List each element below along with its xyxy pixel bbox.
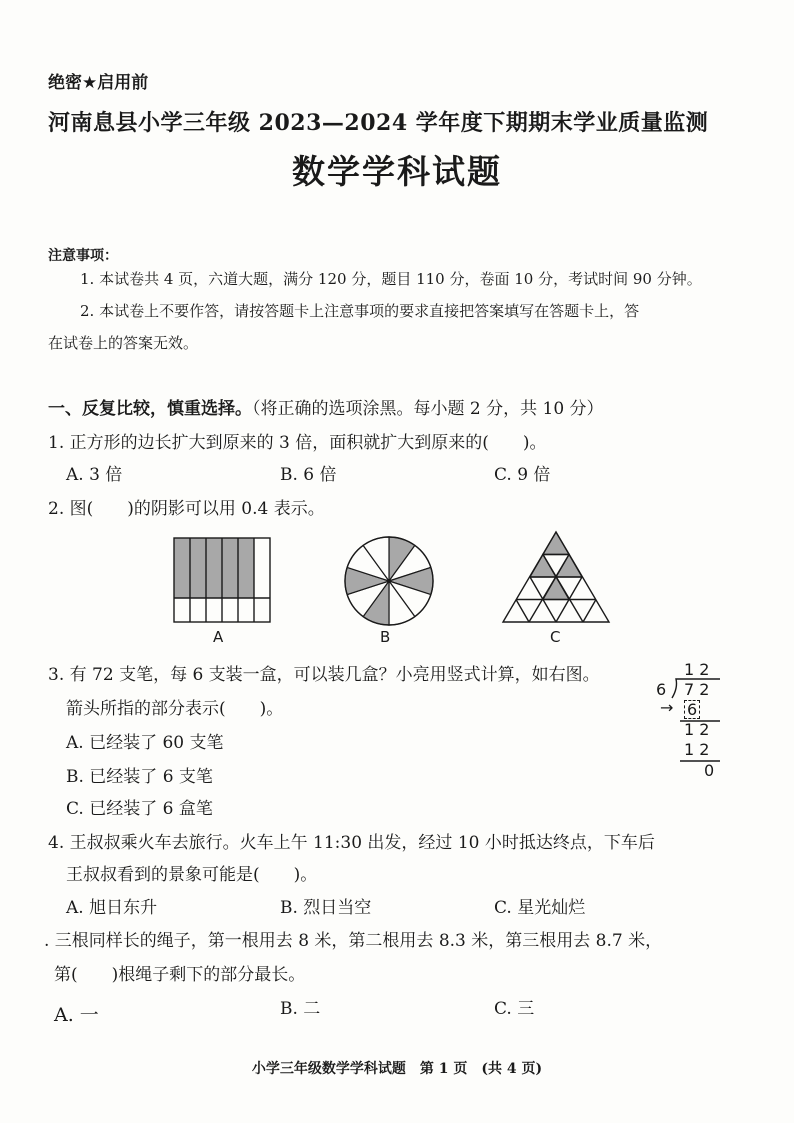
q1-stem: 1. 正方形的边长扩大到原来的 3 倍，面积就扩大到原来的( )。 — [48, 433, 547, 453]
q5-stem-2: 第( )根绳子剩下的部分最长。 — [54, 965, 306, 985]
division-step-1: 6 — [684, 700, 700, 719]
confidential-mark: 绝密★启用前 — [48, 73, 149, 93]
division-dividend: 7 2 — [684, 680, 710, 699]
notice-item-1: 1. 本试卷共 4 页，六道大题，满分 120 分，题目 110 分，卷面 10 分，考试时间 90 分钟。 — [80, 270, 702, 288]
q4-option-a: A. 旭日东升 — [66, 898, 158, 918]
notice-item-2: 2. 本试卷上不要作答，请按答题卡上注意事项的要求直接把答案填写在答题卡上，答 — [80, 302, 640, 320]
q3-stem-1: 3. 有 72 支笔，每 6 支装一盒，可以装几盒？小亮用竖式计算，如右图。 — [48, 665, 600, 685]
q3-option-b: B. 已经装了 6 支笔 — [66, 767, 213, 787]
subject-title: 数学学科试题 — [292, 152, 502, 191]
division-remainder: 0 — [704, 761, 715, 780]
q4-option-b: B. 烈日当空 — [280, 898, 372, 918]
q1-option-c: C. 9 倍 — [494, 465, 551, 485]
q5-option-c: C. 三 — [494, 999, 535, 1019]
q4-stem-2: 王叔叔看到的景象可能是( )。 — [66, 865, 318, 885]
notice-item-2-cont: 在试卷上的答案无效。 — [48, 334, 199, 352]
figure-a-label: A — [213, 628, 224, 646]
figure-c-triangle — [503, 532, 609, 622]
q3-option-a: A. 已经装了 60 支笔 — [66, 733, 224, 753]
q3-stem-2: 箭头所指的部分表示( )。 — [66, 699, 284, 719]
section-1-heading: 一、反复比较，慎重选择。 — [48, 399, 252, 419]
notice-title: 注意事项： — [48, 248, 118, 264]
q4-option-c: C. 星光灿烂 — [494, 898, 586, 918]
division-divisor: 6 — [656, 680, 667, 699]
page-footer: 小学三年级数学学科试题 第 1 页 (共 4 页) — [251, 1061, 543, 1077]
figure-b-circle — [344, 536, 434, 626]
division-quotient: 1 2 — [684, 660, 710, 679]
figure-c-label: C — [550, 628, 561, 646]
division-step-2: 1 2 — [684, 720, 710, 739]
q5-stem-1: . 三根同样长的绳子，第一根用去 8 米，第二根用去 8.3 米，第三根用去 8.7 米， — [44, 931, 663, 951]
division-step-3: 1 2 — [684, 740, 710, 759]
exam-title: 河南息县小学三年级 2023—2024 学年度下期期末学业质量监测 — [48, 110, 709, 136]
figure-b-label: B — [380, 628, 391, 646]
arrow-icon: → — [660, 698, 674, 717]
q5-option-a: A. 一 — [54, 1004, 99, 1026]
q3-option-c: C. 已经装了 6 盒笔 — [66, 799, 213, 819]
section-1-hint: （将正确的选项涂黑。每小题 2 分，共 10 分） — [252, 399, 604, 419]
q4-stem-1: 4. 王叔叔乘火车去旅行。火车上午 11:30 出发，经过 10 小时抵达终点，下车后 — [48, 833, 655, 853]
q5-option-b: B. 二 — [280, 999, 321, 1019]
section-1-title — [48, 394, 604, 419]
figure-a-bars — [174, 538, 270, 622]
q2-stem: 2. 图( )的阴影可以用 0.4 表示。 — [48, 499, 325, 519]
q1-option-b: B. 6 倍 — [280, 465, 337, 485]
q1-option-a: A. 3 倍 — [66, 465, 123, 485]
